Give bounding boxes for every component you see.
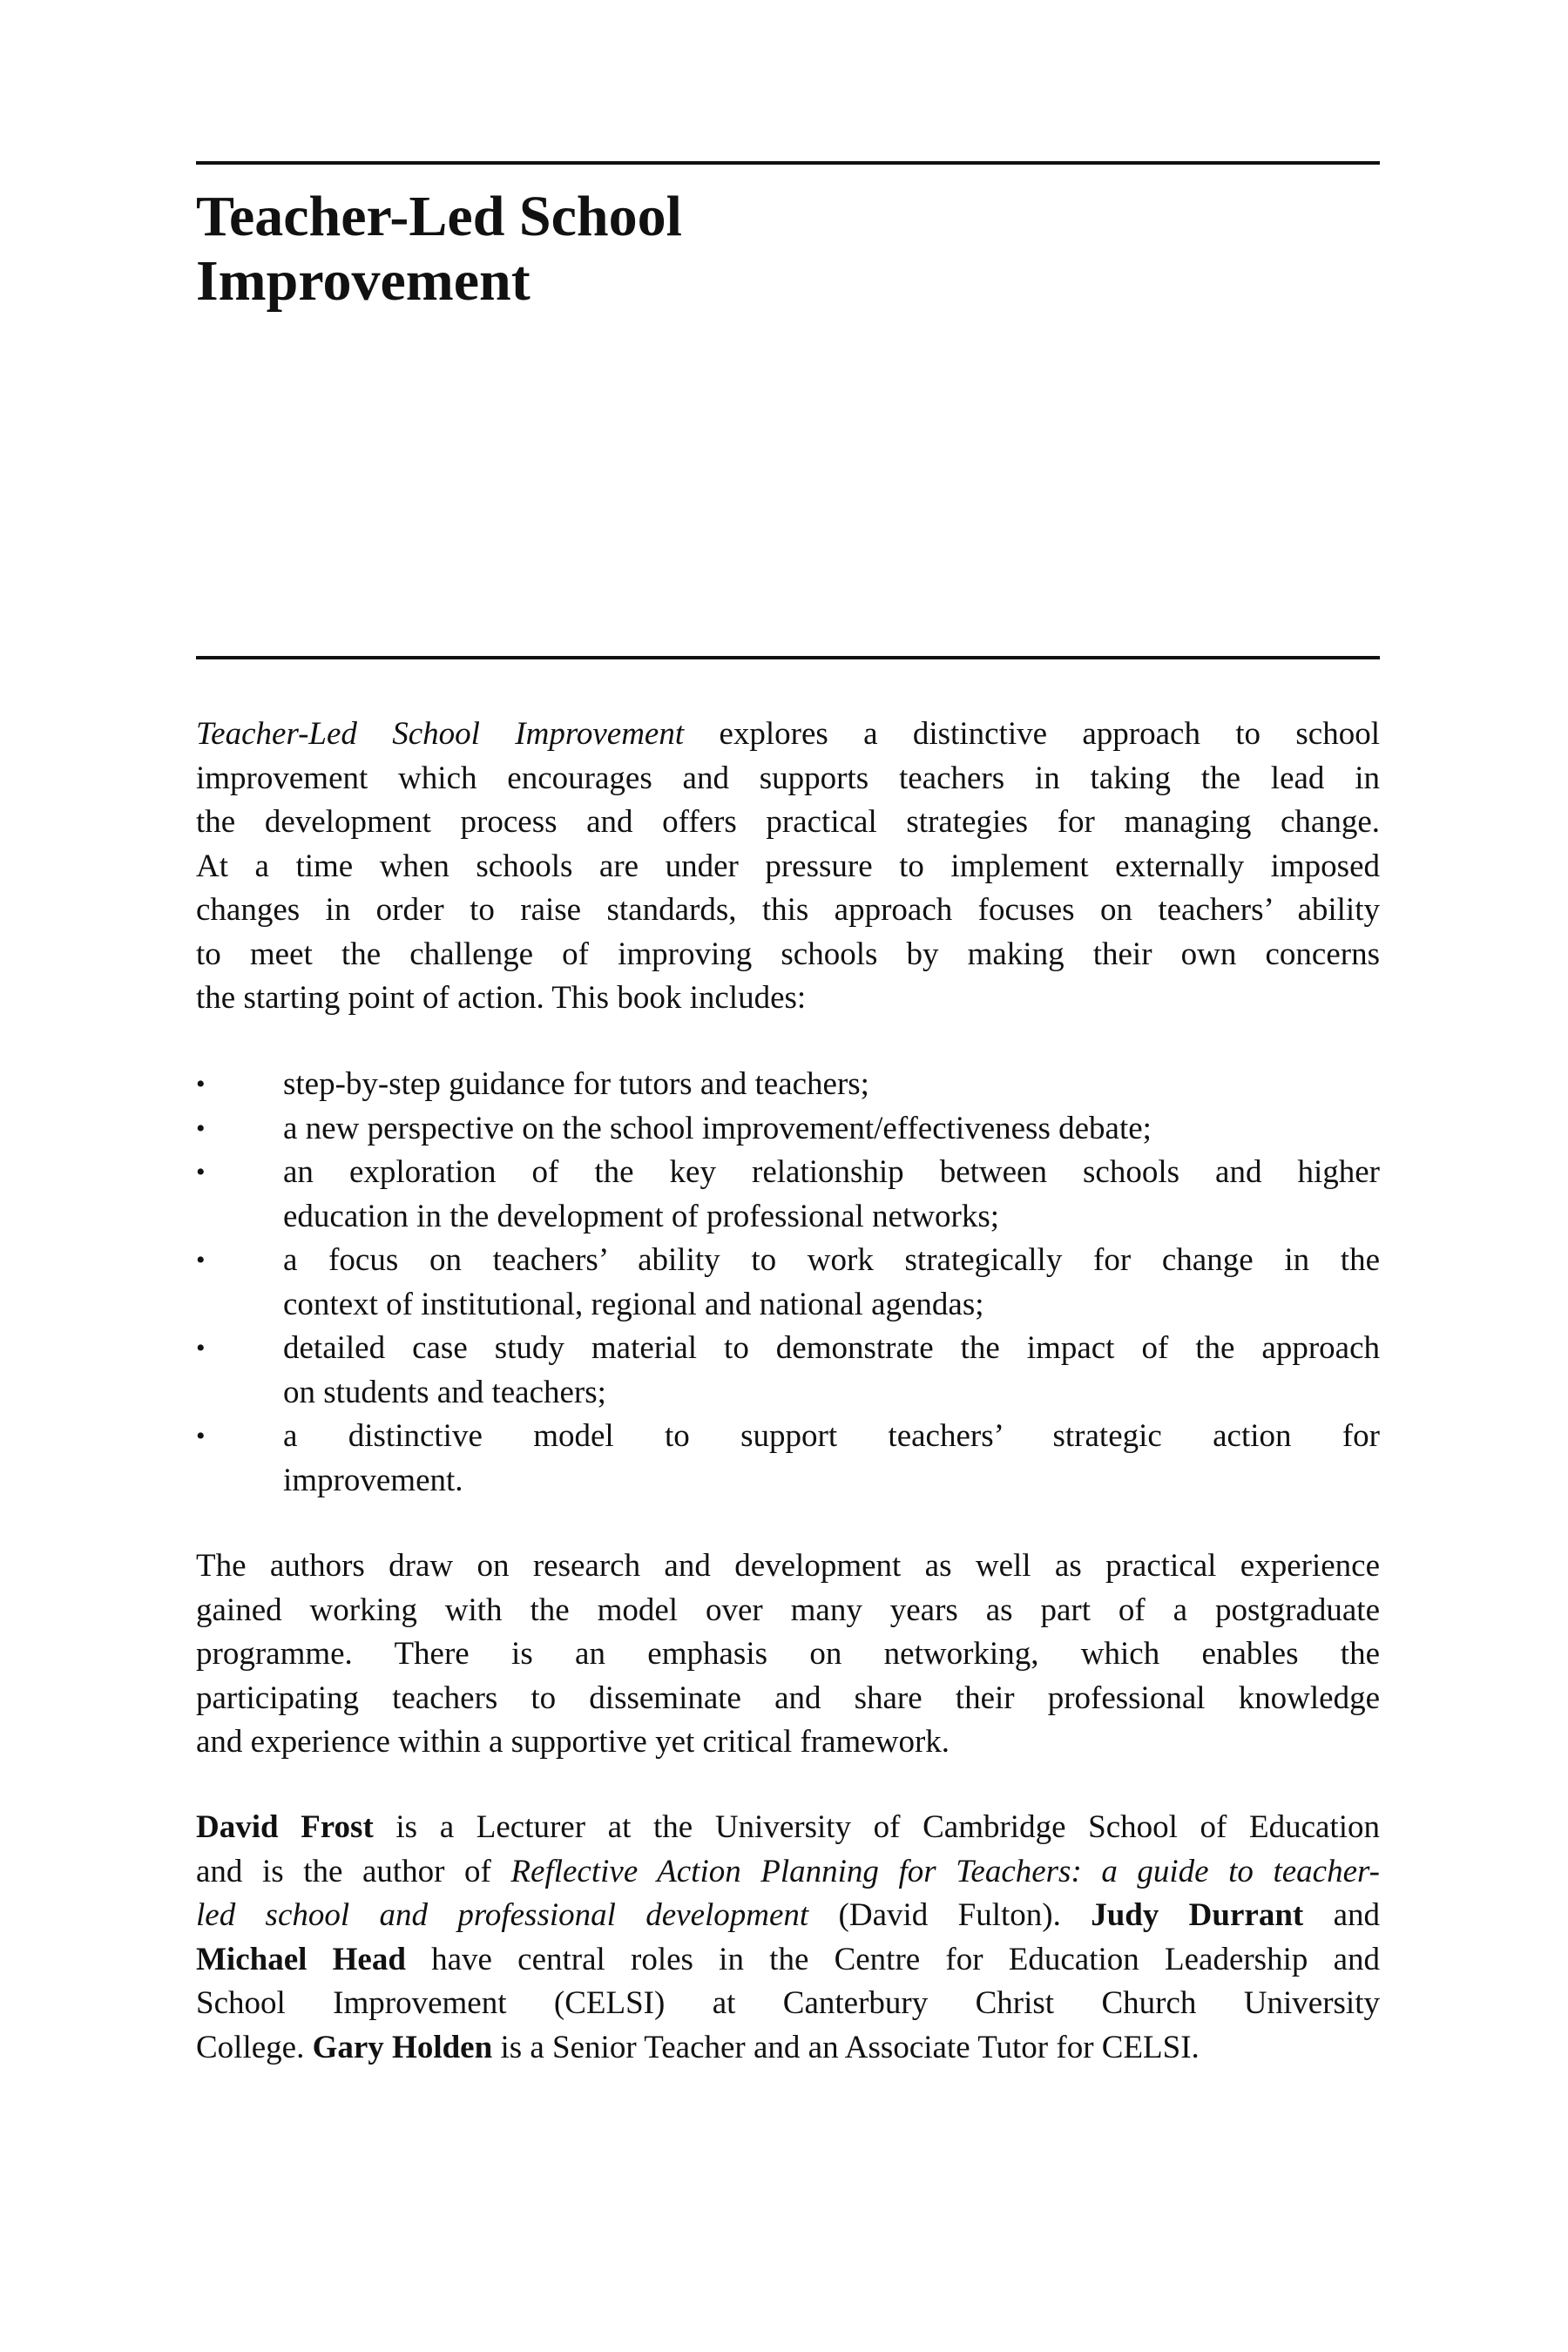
text-line (283, 1239, 1380, 1283)
text-line (196, 1850, 1380, 1895)
text-line (196, 1720, 1380, 1765)
features-list (196, 1063, 1380, 1503)
text-line (196, 1938, 1380, 1983)
bullet-icon: • (196, 1246, 206, 1274)
text-run: the starting point of action. This book includes: (196, 980, 807, 1016)
text-run: improvement which encourages and supports teachers in taking the lead in (196, 760, 1380, 796)
middle-rule (196, 656, 1380, 659)
title-line-2: Improvement (196, 249, 531, 313)
author-name: David Frost (196, 1809, 374, 1845)
text-run: changes in order to raise standards, this approach focuses on teachers’ ability (196, 892, 1380, 928)
text-line (283, 1283, 1380, 1328)
text-line (196, 845, 1380, 889)
description-paragraph (196, 713, 1380, 1021)
author-name: Gary Holden (312, 2029, 493, 2065)
text-line (196, 1544, 1380, 1589)
text-run: (David Fulton). (808, 1897, 1092, 1933)
list-item (196, 1063, 1380, 1107)
text-line (283, 1195, 1380, 1240)
text-run: improvement. (283, 1462, 463, 1498)
text-line (283, 1371, 1380, 1416)
text-line (196, 1894, 1380, 1938)
text-run: and experience within a supportive yet critical framework. (196, 1724, 950, 1760)
text-run: have central roles in the Centre for Education Leadership and (405, 1941, 1380, 1977)
text-line (196, 977, 1380, 1021)
text-run: is a Lecturer at the University of Cambridge School of Education (373, 1809, 1380, 1845)
authors-research-paragraph (196, 1544, 1380, 1765)
text-run: detailed case study material to demonstrate the impact of the approach (283, 1330, 1380, 1366)
top-rule (196, 161, 1380, 165)
text-line (196, 1982, 1380, 2026)
text-line (196, 2026, 1380, 2071)
text-run: a focus on teachers’ ability to work strategically for change in the (283, 1242, 1380, 1278)
text-run: to meet the challenge of improving schools by making their own concerns (196, 936, 1380, 972)
text-line (283, 1151, 1380, 1195)
text-run: context of institutional, regional and national agendas; (283, 1286, 984, 1322)
author-bio-paragraph (196, 1806, 1380, 2070)
text-line (196, 801, 1380, 845)
text-line (196, 1806, 1380, 1850)
text-run: College. (196, 2029, 313, 2065)
bullet-icon: • (196, 1070, 206, 1098)
text-line (283, 1107, 1380, 1152)
author-name: Judy Durrant (1091, 1897, 1304, 1933)
title-line-1: Teacher-Led School (196, 185, 682, 248)
text-run: step-by-step guidance for tutors and teachers; (283, 1066, 869, 1102)
text-line (283, 1327, 1380, 1371)
book-title-reference: Reflective Action Planning for Teachers: a guide to teacher- (510, 1853, 1380, 1889)
book-title (196, 185, 682, 314)
text-line (283, 1459, 1380, 1504)
text-run: is a Senior Teacher and an Associate Tutor for CELSI. (492, 2029, 1200, 2065)
text-run: School Improvement (CELSI) at Canterbury Christ Church University (196, 1985, 1380, 2021)
text-line (196, 757, 1380, 801)
text-run: programme. There is an emphasis on networking, which enables the (196, 1636, 1380, 1672)
text-run: an exploration of the key relationship between schools and higher (283, 1154, 1380, 1190)
text-run: The authors draw on research and development as well as practical experience (196, 1548, 1380, 1584)
text-run: a new perspective on the school improvement/effectiveness debate; (283, 1110, 1152, 1146)
text-line (196, 1677, 1380, 1721)
list-item (196, 1151, 1380, 1239)
list-item (196, 1239, 1380, 1327)
text-line (196, 713, 1380, 757)
text-run: education in the development of professional networks; (283, 1198, 1000, 1234)
text-line (283, 1415, 1380, 1459)
bullet-icon: • (196, 1334, 206, 1362)
book-title-reference: Teacher-Led School Improvement (196, 716, 685, 752)
text-run: explores a distinctive approach to school (684, 716, 1380, 752)
text-line (283, 1063, 1380, 1107)
list-item (196, 1415, 1380, 1503)
text-run: on students and teachers; (283, 1374, 606, 1410)
text-run: At a time when schools are under pressure to implement externally imposed (196, 848, 1380, 884)
text-line (196, 933, 1380, 977)
text-line (196, 1589, 1380, 1633)
text-line (196, 889, 1380, 933)
bullet-icon: • (196, 1158, 206, 1186)
book-title-reference: led school and professional development (196, 1897, 809, 1933)
text-run: the development process and offers practical strategies for managing change. (196, 804, 1380, 840)
list-item (196, 1327, 1380, 1415)
text-run: gained working with the model over many years as part of a postgraduate (196, 1592, 1380, 1628)
text-run: and is the author of (196, 1853, 511, 1889)
bullet-icon: • (196, 1422, 206, 1450)
bullet-icon: • (196, 1113, 206, 1143)
text-run: and (1303, 1897, 1380, 1933)
text-line (196, 1632, 1380, 1677)
text-run: a distinctive model to support teachers’ strategic action for (283, 1418, 1380, 1454)
author-name: Michael Head (196, 1941, 406, 1977)
list-item (196, 1107, 1380, 1152)
text-run: participating teachers to disseminate and share their professional knowledge (196, 1680, 1380, 1716)
